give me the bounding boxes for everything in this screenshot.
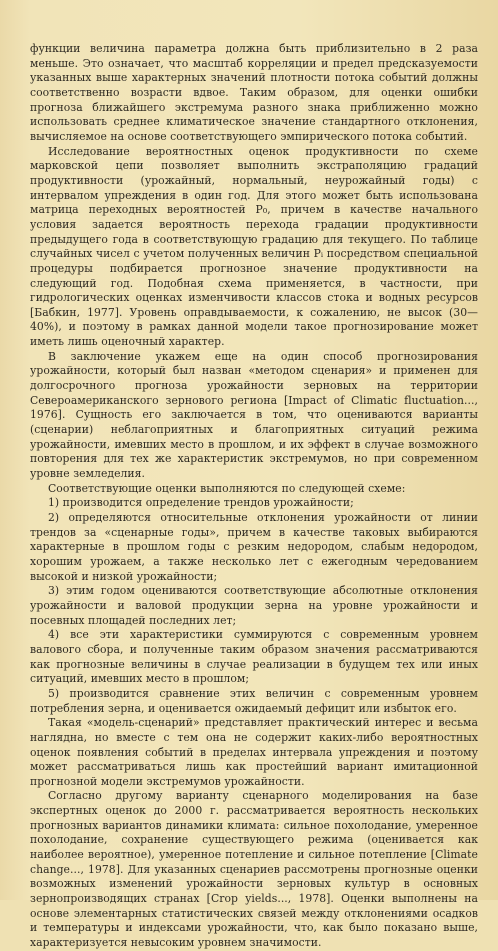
list-item: 3) этим годом оцениваются соответствующие абсолютные отклонения урожайности и валовой продукции зерна на уровне урожайности и посевных площадей последних лет;: [30, 584, 478, 627]
paragraph: Согласно другому варианту сценарного моделирования на базе экспертных оценок до 2000 г. рассматривается вероятность нескольких прогнозных вариантов динамики климата: сильное похолодание, умеренное похолодание, сохранение существующего режима (оценивается как наиболее вероятное), умеренное потепление и сильное потепление [Climate change..., 1978]. Для указанных сценариев рассмотрены прогнозные оценки возможных изменений урожайности зерновых культур в основных зернопроизводящих странах [Crop yields..., 1978]. Оценки выполнены на основе элементарных статистических связей между отклонениями осадков и температуры и индексами урожайности, что, как было показано выше, характеризуется невысоким уровнем значимости.: [30, 789, 478, 950]
list-item: 2) определяются относительные отклонения урожайности от линии трендов за «сценарные годы», причем в качестве таковых выбираются характерные в прошлом годы с резким недородом, слабым недородом, хорошим урожаем, а также несколько лет с ежегодным чередованием высокой и низкой урожайности;: [30, 511, 478, 583]
list-item: 4) все эти характеристики суммируются с современным уровнем валового сбора, и полученные таким образом значения рассматриваются как прогнозные величины в случае реализации в будущем тех или иных ситуаций, имевших место в прошлом;: [30, 628, 478, 686]
paragraph: Исследование вероятностных оценок продуктивности по схеме марковской цепи позволяет выполнить экстраполяцию градаций продуктивности (урожайный, нормальный, неурожайный годы) с интервалом упреждения в один год. Для этого может быть использована матрица переходных вероятностей P₀, причем в качестве начального условия задается вероятность перехода градации продуктивности предыдущего года в соответствующую градацию для текущего. По таблице случайных чисел с учетом полученных величин Pᵢ посредством специальной процедуры подбирается прогнозное значение продуктивности на следующий год. Подобная схема применяется, в частности, при гидрологических оценках изменчивости классов стока и водных ресурсов [Бабкин, 1977]. Уровень оправдываемости, к сожалению, не высок (30—40%), и поэтому в рамках данной модели такое прогнозирование может иметь лишь оценочный характер.: [30, 144, 478, 349]
list-item: 1) производится определение трендов урожайности;: [48, 496, 354, 510]
list-item: 5) производится сравнение этих величин с современным уровнем потребления зерна, и оценивается ожидаемый дефицит или избыток его.: [30, 686, 478, 715]
page-text: [30, 42, 478, 951]
paragraph: Соответствующие оценки выполняются по следующей схеме:: [48, 481, 406, 495]
paragraph: Такая «модель-сценарий» представляет практический интерес и весьма наглядна, но вместе с тем она не содержит каких-либо вероятностных оценок появления событий в пределах интервала упреждения и поэтому может рассматриваться лишь как простейший вариант имитационной прогнозной модели экстремумов урожайности.: [30, 716, 478, 788]
paragraph: В заключение укажем еще на один способ прогнозирования урожайности, который был назван «методом сценария» и применен для долгосрочного прогноза урожайности зерновых на территории Североамериканского зернового региона [Impact of Climatic fluctuation..., 1976]. Сущность его заключается в том, что оцениваются варианты (сценарии) неблагоприятных и благоприятных ситуаций режима урожайности, имевших место в прошлом, и их эффект в случае возможного повторения для тех же характеристик экстремумов, но при современном уровне земледелия.: [30, 349, 478, 481]
paragraph: функции величина параметра должна быть приблизительно в 2 раза меньше. Это означает, что масштаб корреляции и предел предсказуемости указанных выше характерных значений плотности потока событий должны соответственно возрасти вдвое. Таким образом, для оценки ошибки прогноза ближайшего экстремума разного знака приближенно можно использовать среднее климатическое значение стандартного отклонения, вычисляемое на основе соответствующего эмпирического потока событий.: [30, 42, 478, 143]
